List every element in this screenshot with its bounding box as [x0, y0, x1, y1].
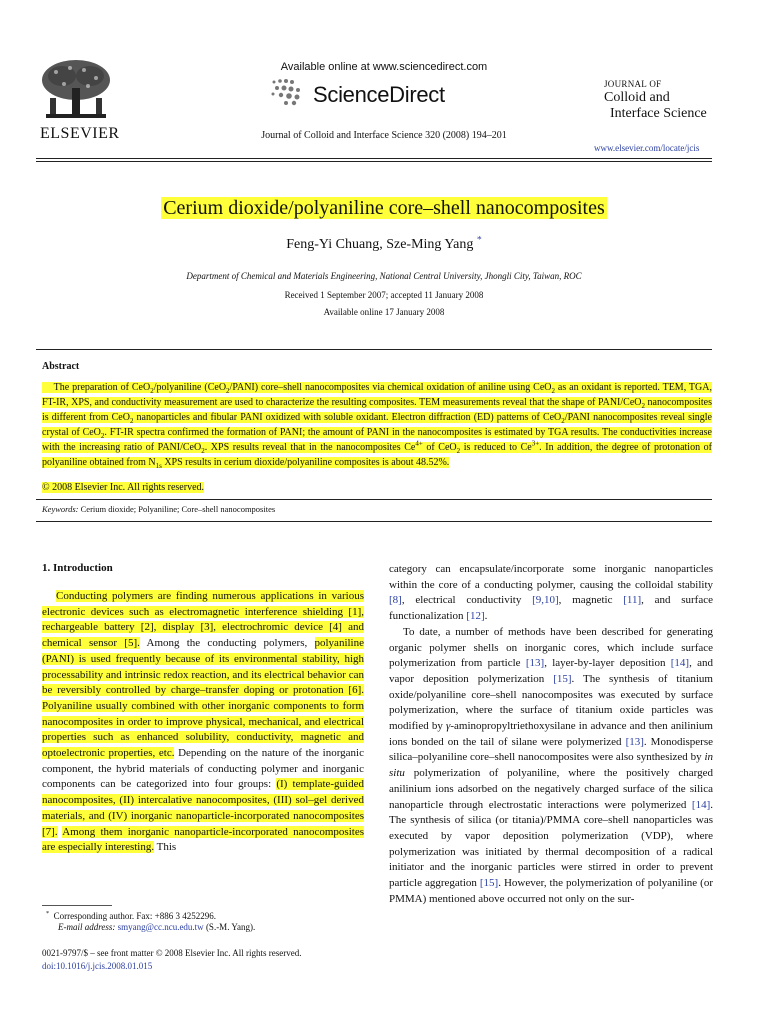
article-title	[0, 197, 768, 220]
email-label: E-mail address:	[58, 922, 116, 932]
sciencedirect-dots-icon	[268, 78, 308, 106]
abstract-rule	[36, 349, 712, 350]
journal-title-line1: Colloid and	[604, 90, 670, 105]
email-footnote	[58, 922, 255, 932]
journal-citation: Journal of Colloid and Interface Science 320 (2008) 194–201	[261, 130, 507, 141]
abstract-heading: Abstract	[42, 361, 80, 372]
issn-line: 0021-9797/$ – see front matter © 2008 Elsevier Inc. All rights reserved.	[42, 948, 302, 958]
keywords-label: Keywords:	[42, 504, 79, 514]
email-suffix: (S.-M. Yang).	[203, 922, 256, 932]
corresponding-author-mark[interactable]: *	[476, 234, 482, 246]
keywords-rule-bottom	[36, 521, 712, 522]
header-rule-secondary	[36, 161, 712, 162]
abstract-text: The preparation of CeO$_2$/polyaniline (CeO$_2$/PANI) core–shell nanocomposites via chemical oxidation of aniline using CeO$_2$ as an oxidant is reported. TEM, TGA, FT-IR, XPS, and conductivity measurement are used to characterize the resulting composites. TEM measurements reveal that the shape of PANI/CeO$_2$ nanocomposites is different from CeO$_2$ nanoparticles and fibular PANI oxidized with soluble oxidant. Electron diffraction (ED) patterns of CeO$_2$/PANI nanocomposites reveal single crystal of CeO$_2$. FT-IR spectra confirmed the formation of PANI; the amount of PANI in the nanocomposites is estimated by TGA results. The conductivities increase with the increasing ratio of PANI/CeO$_2$. XPS results reveal that in the nanocomposites $Ce^{4+}$ of CeO$_2$ is reduced to $Ce^{3+}$. In addition, the degree of protonation of polyaniline obtained from $N_{1s}$ XPS results in cerium dioxide/polyaniline composites is about 48.52%.	[42, 382, 712, 470]
corresponding-author-text: Corresponding author. Fax: +886 3 4252296.	[53, 911, 216, 921]
affiliation: Department of Chemical and Materials Engineering, National Central University, Jhongli City, Taiwan, ROC	[186, 271, 582, 281]
received-dates: Received 1 September 2007; accepted 11 January 2008	[284, 290, 484, 300]
keywords-rule-top	[36, 499, 712, 500]
available-online-note[interactable]: Available online at www.sciencedirect.com	[280, 61, 488, 73]
email-link[interactable]: smyang@cc.ncu.edu.tw	[117, 922, 204, 932]
publisher-name: ELSEVIER	[40, 125, 120, 142]
journal-label: JOURNAL OF	[604, 79, 662, 89]
footnote-rule	[42, 905, 112, 906]
journal-title-line2: Interface Science	[610, 106, 707, 121]
introduction-left-column: Conducting polymers are finding numerous applications in various electronic devices such as electromagnetic interference shielding [1], rechargeable battery [2], display [3], electrochromic device [4] and chemical sensor [5]. Among the conducting polymers, polyaniline (PANI) is used frequently because of its environmental stability, high processability and intrinsic redox reaction, and its electrical behavior can be reversibly controlled by charge–transfer doping or protonation [6]. Polyaniline usually combined with other inorganic components to form nanocomposites in order to improve physical, mechanical, and electrical properties such as enhanced solubility, conductivity, magnetic and optoelectronic properties, etc. Depending on the nature of the inorganic component, the hybrid materials of conducting polymer and inorganic components can be categorized into four groups: (I) template-guided nanocomposites, (II) intercalative nanocomposites, (III) sol–gel derived materials, and (IV) inorganic nanoparticle-incorporated nanocomposites [7]. Among them inorganic nanoparticle-incorporated nanocomposites are especially interesting. This	[42, 590, 364, 854]
corresponding-author-footnote: * Corresponding author. Fax: +886 3 4252296.	[46, 910, 216, 921]
online-date: Available online 17 January 2008	[323, 307, 445, 317]
introduction-right-column: category can encapsulate/incorporate some inorganic nanoparticles within the core of a conducting polymer, causing the colloidal stability [8], electrical conductivity [9,10], magnetic [11], and surface functionalization [12]. To date, a number of methods have been described for generating organic polymer shells on inorganic cores, which include surface polymerization from particle [13], layer-by-layer deposition [14], and vapor deposition polymerization [15]. The synthesis of titanium oxide/polyaniline core–shell nanocomposites was executed by surface polymerization, where the surface of titanium oxide particles was modified by γ-aminopropyltriethoxysilane in advance and then anilinium ions bonded on the tail of silane were polymerized [13]. Monodisperse silica–polyaniline core–shell nanocomposites were also synthesized by in situ polymerization of polyaniline, where the positively charged anilinium ions adsorbed on the negatively charged surface of the silica nanoparticle through electrostatic interactions were polymerized [14]. The synthesis of silica (or titania)/PMMA core–shell nanoparticles was executed by vapor deposition polymerization (VDP), where polymerization was initiated by thermal decomposition of a radical initiator and the inorganic particles were stirred in order to prevent particle aggregation [15]. However, the polymerization of polyaniline (or PMMA) mentioned above occurred not only on the sur-	[389, 563, 714, 905]
keywords	[42, 504, 275, 514]
abstract-copyright	[42, 482, 204, 493]
section-heading-introduction: 1. Introduction	[42, 562, 113, 574]
doi-link[interactable]: doi:10.1016/j.jcis.2008.01.015	[42, 961, 153, 971]
article-title-text: Cerium dioxide/polyaniline core–shell nanocomposites	[163, 197, 605, 219]
keywords-text: Cerium dioxide; Polyaniline; Core–shell nanocomposites	[78, 504, 276, 514]
author-list	[0, 234, 768, 253]
sciencedirect-wordmark: ScienceDirect	[313, 82, 445, 107]
author-names: Feng-Yi Chuang, Sze-Ming Yang	[286, 237, 474, 252]
journal-url-link[interactable]: www.elsevier.com/locate/jcis	[594, 143, 700, 153]
header-rule	[36, 158, 712, 159]
abstract-copyright-text: © 2008 Elsevier Inc. All rights reserved.	[42, 482, 205, 493]
